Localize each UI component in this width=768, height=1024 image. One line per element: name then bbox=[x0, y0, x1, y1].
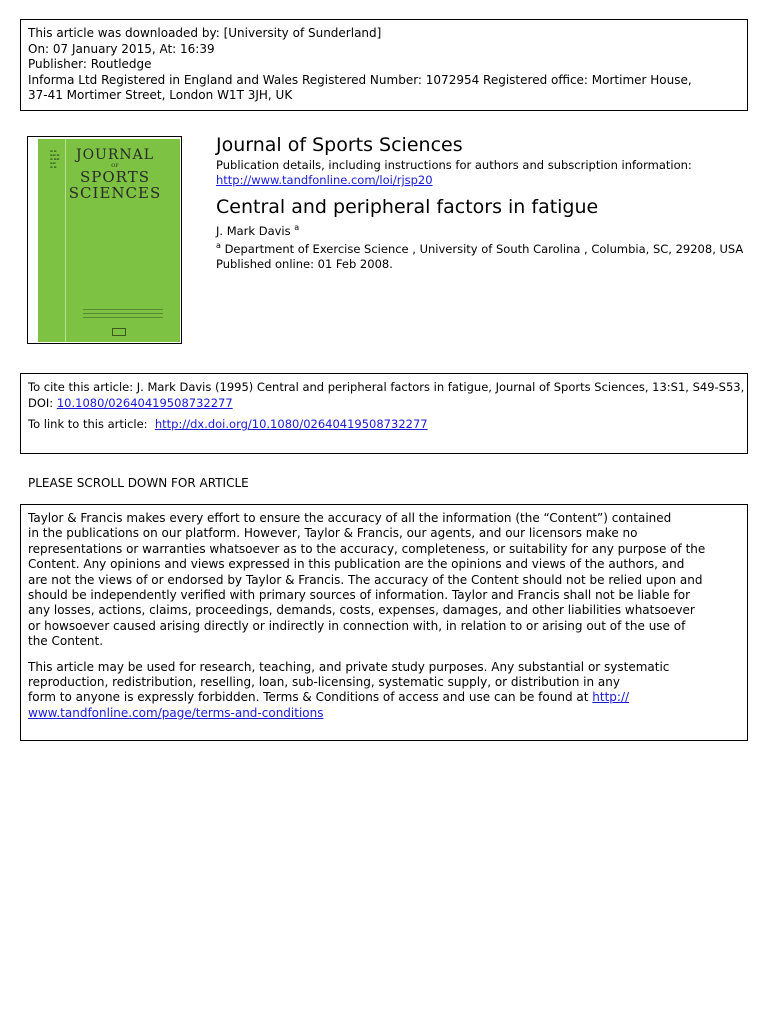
journal-name: Journal of Sports Sciences bbox=[216, 134, 463, 156]
journal-cover-image bbox=[27, 136, 182, 344]
cover-title-sciences: SCIENCES bbox=[68, 184, 162, 202]
download-notice-line: Publisher: Routledge bbox=[28, 57, 152, 71]
publication-details-link[interactable]: http://www.tandfonline.com/loi/rjsp20 bbox=[216, 173, 433, 187]
disclaimer-line: representations or warranties whatsoever as to the accuracy, completeness, or suitability for any purpose of the bbox=[28, 541, 706, 556]
affiliation-text: Department of Exercise Science , University of South Carolina , Columbia, SC, 29208, USA bbox=[224, 242, 744, 256]
doi-link[interactable]: 10.1080/02640419508732277 bbox=[56, 395, 233, 410]
download-notice-line: 37-41 Mortimer Street, London W1T 3JH, UK bbox=[28, 88, 293, 102]
terms-link-part2[interactable]: www.tandfonline.com/page/terms-and-conditions bbox=[28, 705, 324, 720]
publication-details bbox=[216, 158, 746, 188]
download-notice-box bbox=[20, 19, 748, 111]
citation-box bbox=[20, 373, 748, 454]
disclaimer-line: should be independently verified with primary sources of information. Taylor and Francis shall not be liable for bbox=[28, 588, 691, 603]
doi-label: DOI: bbox=[28, 395, 54, 410]
cover-small-text: ▬ ▬ ▬▬ ▬ ▬ ▬▬ ▬▬ ▬ ▬ bbox=[50, 149, 60, 169]
article-title: Central and peripheral factors in fatigue bbox=[216, 196, 599, 218]
disclaimer-line: Taylor & Francis makes every effort to ensure the accuracy of all the information (the “Content”) contained bbox=[28, 511, 672, 525]
disclaimer-line: reproduction, redistribution, reselling, loan, sub-licensing, systematic supply, or distribution in any bbox=[28, 675, 620, 690]
disclaimer-line: any losses, actions, claims, proceedings, demands, costs, expenses, damages, and other liabilities whatsoever bbox=[28, 603, 695, 618]
download-notice-line: On: 07 January 2015, At: 16:39 bbox=[28, 41, 215, 56]
paragraph-gap bbox=[28, 650, 740, 660]
cover-title-of: OF bbox=[111, 163, 119, 169]
cover-title-journal: JOURNAL bbox=[75, 147, 155, 163]
link-row bbox=[28, 417, 740, 433]
disclaimer-line: in the publications on our platform. However, Taylor & Francis, our agents, and our licensors make no bbox=[28, 526, 638, 541]
disclaimer-line bbox=[28, 690, 740, 705]
scroll-down-note: PLEASE SCROLL DOWN FOR ARTICLE bbox=[28, 476, 249, 490]
publisher-logo-icon bbox=[112, 328, 126, 336]
disclaimer-box bbox=[20, 504, 748, 741]
disclaimer-line: the Content. bbox=[28, 634, 104, 649]
link-label: To link to this article: bbox=[28, 417, 148, 431]
download-notice-line: This article was downloaded by: [University of Sunderland] bbox=[28, 26, 382, 40]
download-notice-line: Informa Ltd Registered in England and Wales Registered Number: 1072954 Registered office: Mortimer House, bbox=[28, 72, 692, 87]
disclaimer-line: or howsoever caused arising directly or indirectly in connection with, in relation to or arising out of the use of bbox=[28, 618, 686, 633]
affiliation-superscript: a bbox=[216, 241, 221, 250]
cite-text: To cite this article: J. Mark Davis (1995) Central and peripheral factors in fatigue, Journal of Sports Sciences, 13:S1, S49-S53, bbox=[28, 380, 745, 394]
article-link[interactable]: http://dx.doi.org/10.1080/02640419508732277 bbox=[154, 417, 428, 431]
terms-link-part1[interactable]: http:// bbox=[592, 690, 630, 705]
doi-row bbox=[28, 396, 740, 412]
author-name: J. Mark Davis bbox=[216, 224, 291, 238]
cover-title bbox=[65, 147, 165, 201]
cover-fine-print bbox=[83, 309, 163, 321]
disclaimer-line bbox=[28, 706, 740, 721]
author-superscript: a bbox=[294, 223, 300, 232]
disclaimer-text: form to anyone is expressly forbidden. Terms & Conditions of access and use can be found at bbox=[28, 690, 589, 705]
disclaimer-line: This article may be used for research, teaching, and private study purposes. Any substantial or systematic bbox=[28, 659, 670, 674]
affiliation bbox=[216, 242, 746, 257]
published-date: Published online: 01 Feb 2008. bbox=[216, 257, 393, 271]
article-info bbox=[216, 134, 746, 272]
publication-details-text: Publication details, including instructions for authors and subscription information: bbox=[216, 158, 692, 172]
author-line bbox=[216, 224, 746, 238]
disclaimer-line: Content. Any opinions and views expressed in this publication are the opinions and views of the authors, and bbox=[28, 557, 685, 572]
disclaimer-line: are not the views of or endorsed by Taylor & Francis. The accuracy of the Content should not be relied upon and bbox=[28, 572, 703, 587]
cover-title-sports: SPORTS bbox=[80, 168, 150, 186]
